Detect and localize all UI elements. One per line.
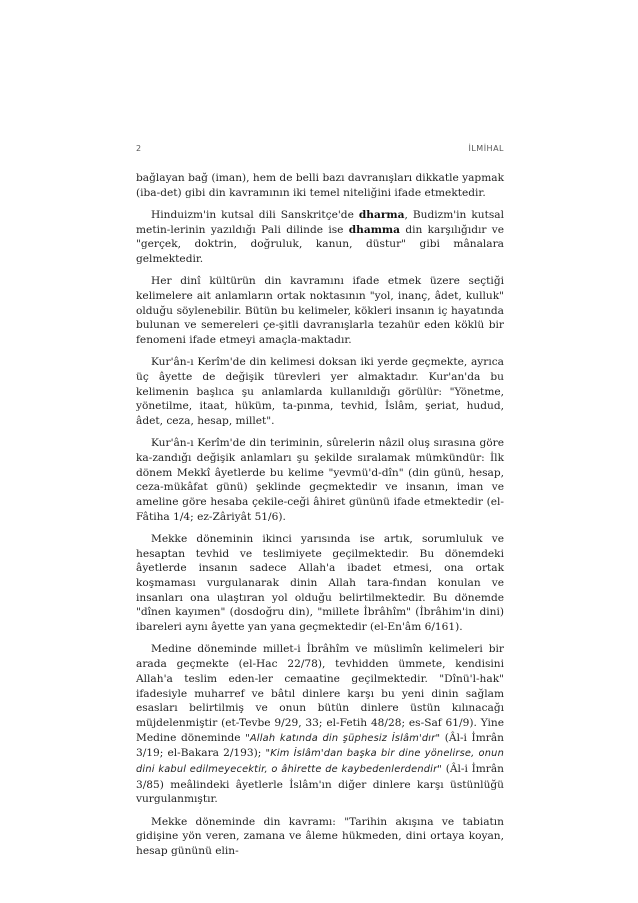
body-paragraph	[136, 815, 504, 859]
text-run: Mekke döneminde din kavramı: "Tarihin akışına ve tabiatın gidişine yön veren, zamana ve âleme hükmeden, dini ortaya koyan, hesap gününü elin-	[136, 815, 504, 858]
text-run: Mekke döneminin ikinci yarısında ise artık, sorumluluk ve hesaptan tevhid ve teslimiyete geçilmektedir. Bu dönemdeki âyetlerde insanın sadece Allah'a ibadet etmesi, ona ortak koşmaması vurgulanarak dinin Allah tara-fından konulan ve insanları ona ulaştıran yol olduğu belirtilmektedir. Bu dönemde "dînen kayımen" (dosdoğru din), "millete İbrâhîm" (İbrâhim'in dini) ibareleri aynı âyette yan yana geçmektedir (el-En'âm 6/161).	[136, 532, 504, 634]
body-paragraph	[136, 532, 504, 635]
italic-quote: "Allah katında din şüphesiz İslâm'dır"	[245, 732, 441, 744]
text-run: (Âl-i İmrân 3/19; el-Bakara 2/193);	[136, 731, 504, 760]
text-run: Her dinî kültürün din kavramını ifade etmek üzere seçtiği kelimelere ait anlamların ortak noktasının "yol, inanç, âdet, kulluk" olduğu söylenebilir. Bütün bu kelimeler, kökleri insanın iç hayatında bulunan ve semereleri çe-şitli davranışlarla tezahür eden köklü bir fenomeni ifade etmeyi amaçla-maktadır.	[136, 275, 504, 347]
body-paragraph	[136, 208, 504, 267]
body-paragraph	[136, 171, 504, 200]
text-run: Kur'ân-ı Kerîm'de din teriminin, sûrelerin nâzil oluş sırasına göre ka-zandığı değişik anlamları şu şekilde sıralamak mümkündür: İlk dönem Mekkî âyetlerde bu kelime "yevmü'd-dîn" (din günü, hesap, ceza-mükâfat günü) şeklinde geçmektedir ve insanın, iman ve ameline göre hesaba çekile-ceği âhiret gününü ifade etmektedir (el-Fâtiha 1/4; ez-Zâriyât 51/6).	[136, 437, 504, 523]
page-number: 2	[136, 144, 142, 153]
text-run: Medine döneminde millet-i İbrâhîm ve müslimîn kelimeleri bir arada geçmekte (el-Hac 22/78), tevhidden ümmete, kendisini Allah'a teslim eden-ler cemaatine geçilmektedir. "Dînü'l-hak" ifadesiyle muharref ve bâtıl dinlere karşı bu yeni dinin sağlam esasları belirtilmiş ve onun bütün dinlere üstün kılınacağı müjdelenmiştir (et-Tevbe 9/29, 33; el-Fetih 48/28; es-Saf 61/9). Yine Medine döneminde	[136, 643, 504, 744]
bold-term: dharma	[358, 208, 405, 221]
italic-quote: "Kim İslâm'dan başka bir dine yönelirse, onun dini kabul edilmeyecektir, o âhirette de kaybedenlerdendir"	[136, 748, 504, 776]
bold-term: dhamma	[348, 223, 401, 236]
text-run: bağlayan bağ (iman), hem de belli bazı davranışları dikkatle yapmak (iba-det) gibi din kavramının iki temel niteliğini ifade etmektedir.	[136, 172, 504, 199]
body-paragraph	[136, 274, 504, 348]
text-run: din karşılığıdır ve "gerçek, doktrin, doğruluk, kanun, düstur" gibi mânalara gelmektedir.	[136, 223, 505, 266]
body-paragraph	[136, 355, 504, 429]
running-title: İLMİHAL	[468, 144, 504, 153]
body-text	[136, 171, 504, 866]
body-paragraph	[136, 642, 504, 807]
running-header	[136, 144, 504, 158]
text-run: Kur'ân-ı Kerîm'de din kelimesi doksan iki yerde geçmekte, ayrıca üç âyette de değişik türevleri yer almaktadır. Kur'an'da bu kelimenin başlıca şu anlamlarda kullanıldığı görülür: "Yönetme, yönetilme, itaat, hüküm, ta-pınma, tevhid, İslâm, şeriat, hudud, âdet, ceza, hesap, millet".	[136, 356, 504, 428]
body-paragraph	[136, 436, 504, 524]
text-run: , Budizm'in kutsal metin-lerinin yazıldığı Pali dilinde ise	[136, 208, 504, 236]
text-run: Hinduizm'in kutsal dili Sanskritçe'de	[151, 208, 359, 221]
text-run: (Âl-i İmrân 3/85) meâlindeki âyetlerle İslâm'ın diğer dinlere karşı üstünlüğü vurgulanmıştır.	[136, 763, 504, 806]
